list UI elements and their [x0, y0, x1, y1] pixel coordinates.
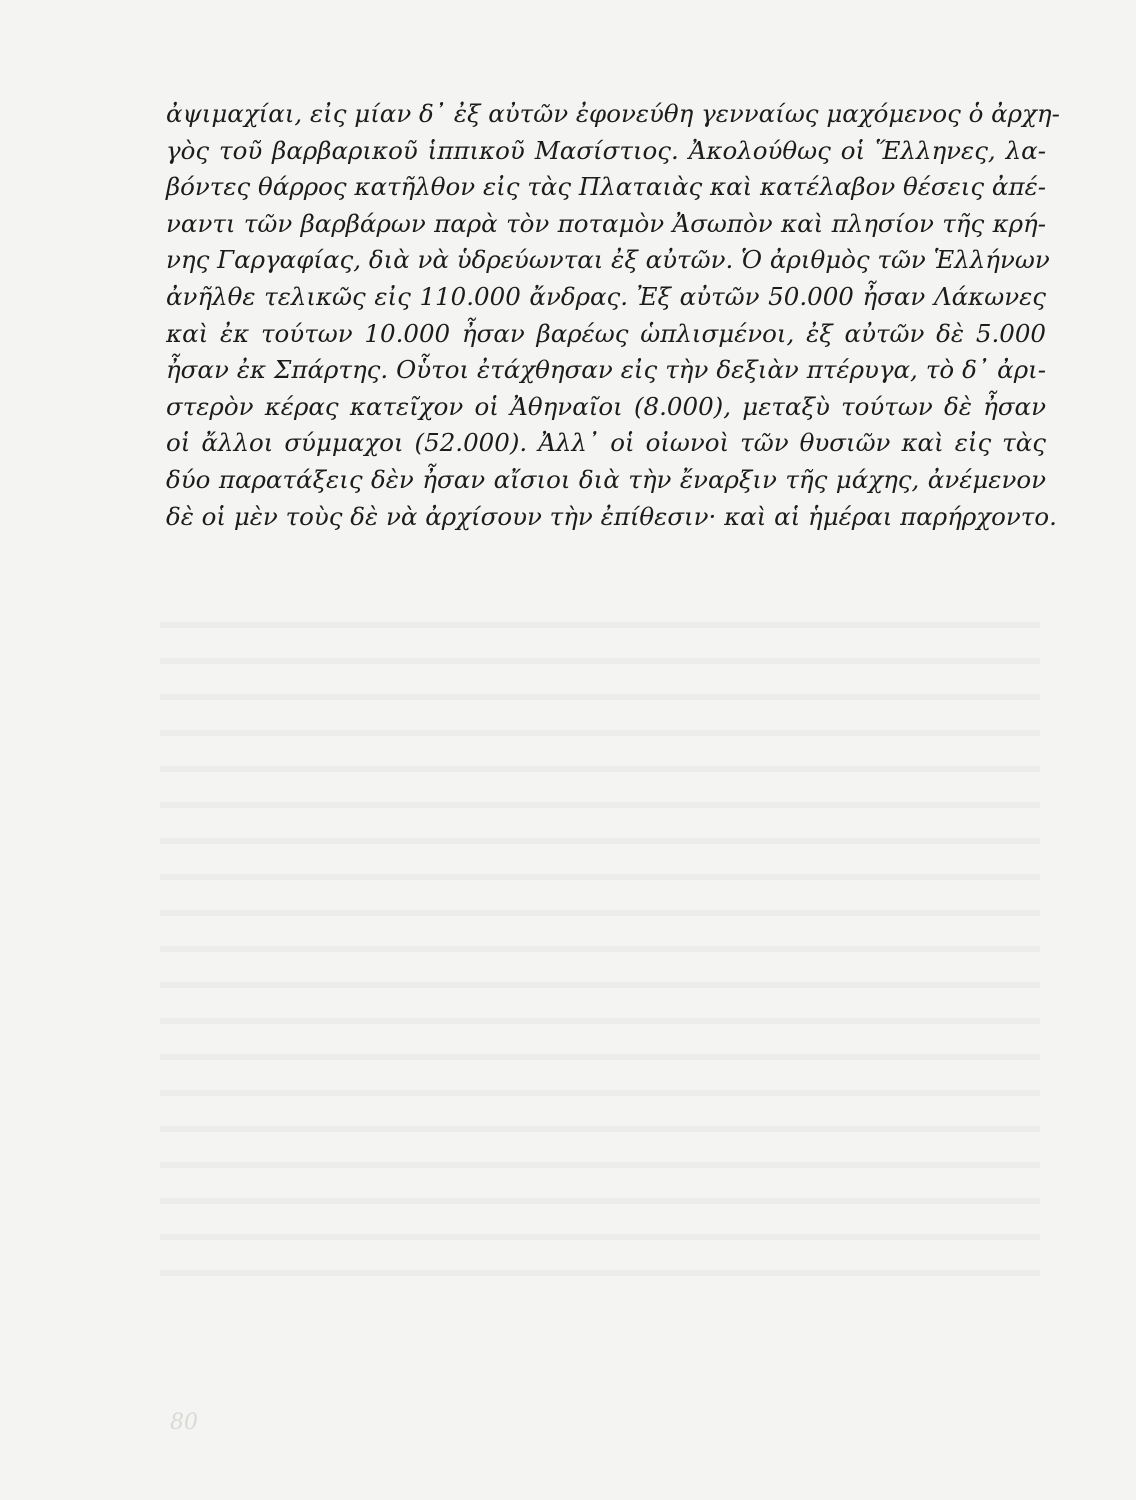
text-line: ἀψιμαχίαι, εἰς μίαν δ᾽ ἐξ αὐτῶν ἐφονεύθη γενναίως μαχόμενος ὁ ἀρχη- [166, 99, 1060, 128]
text-line: καὶ ἐκ τούτων 10.000 ἦσαν βαρέως ὡπλισμένοι, ἐξ αὐτῶν δὲ 5.000 [166, 318, 1046, 348]
text-line: ναντι τῶν βαρβάρων παρὰ τὸν ποταμὸν Ἀσωπὸν καὶ πλησίον τῆς κρή- [166, 208, 1046, 238]
text-line: δὲ οἱ μὲν τοὺς δὲ νὰ ἀρχίσουν τὴν ἐπίθεσιν· καὶ αἱ ἡμέραι παρήρχοντο. [166, 501, 1057, 531]
text-line: δύο παρατάξεις δὲν ἦσαν αἴσιοι διὰ τὴν ἔναρξιν τῆς μάχης, ἀνέμενον [166, 464, 1046, 494]
text-line: γὸς τοῦ βαρβαρικοῦ ἱππικοῦ Μασίστιος. Ἀκολούθως οἱ Ἕλληνες, λα- [166, 135, 1046, 165]
text-line: βόντες θάρρος κατῆλθον εἰς τὰς Πλαταιὰς καὶ κατέλαβον θέσεις ἀπέ- [166, 172, 1046, 202]
text-line: στερὸν κέρας κατεῖχον οἱ Ἀθηναῖοι (8.000), μεταξὺ τούτων δὲ ἦσαν [166, 391, 1046, 421]
page-number: 80 [170, 1410, 198, 1435]
text-line: νης Γαργαφίας, διὰ νὰ ὑδρεύωνται ἐξ αὐτῶν. Ὁ ἀριθμὸς τῶν Ἑλλήνων [166, 245, 1050, 275]
paragraph [166, 96, 1060, 535]
text-line: ἀνῆλθε τελικῶς εἰς 110.000 ἄνδρας. Ἐξ αὐτῶν 50.000 ἦσαν Λάκωνες [166, 281, 1046, 311]
text-line: ἦσαν ἐκ Σπάρτης. Οὗτοι ἐτάχθησαν εἰς τὴν δεξιὰν πτέρυγα, τὸ δ᾽ ἀρι- [166, 355, 1046, 385]
show-through-texture [160, 600, 1040, 1300]
text-line: οἱ ἄλλοι σύμμαχοι (52.000). Ἀλλ᾽ οἱ οἰωνοὶ τῶν θυσιῶν καὶ εἰς τὰς [166, 428, 1046, 458]
